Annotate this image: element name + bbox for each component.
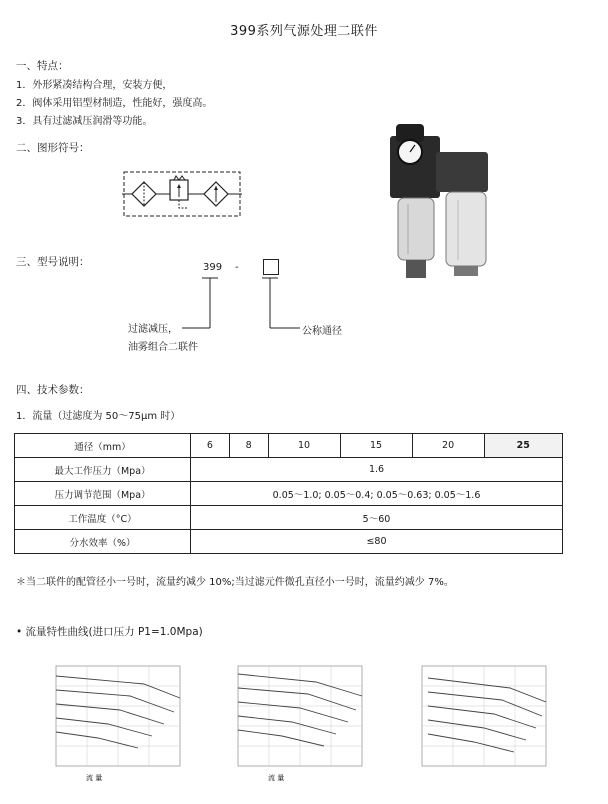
frl-filter-regulator-symbol-icon [122, 166, 242, 222]
table-row [15, 482, 563, 506]
spec-table [14, 433, 563, 554]
row-label: 分水效率（%） [15, 530, 191, 554]
size-cell: 10 [268, 434, 340, 458]
size-cell: 6 [191, 434, 230, 458]
size-cell: 25 [484, 434, 562, 458]
curve-x-caption: 流 量 [86, 774, 103, 782]
flow-curve-chart-icon [216, 662, 366, 786]
features-heading: 一、特点： [16, 60, 69, 72]
tech-subheading: 1．流量（过滤度为 50～75μm 时） [16, 411, 181, 422]
feature-item-3: 3．具有过滤减压润滑等功能。 [16, 116, 153, 127]
row-label: 最大工作压力（Mpa） [15, 458, 191, 482]
product-photo-icon [384, 118, 494, 288]
footnote: ＊当二联件的配管径小一号时，流量约减少 10%;当过滤元件微孔直径小一号时，流量约减少 7%。 [16, 577, 454, 588]
tech-heading: 四、技术参数： [16, 384, 90, 396]
row-value: 0.05～1.0; 0.05～0.4; 0.05～0.63; 0.05～1.6 [191, 482, 563, 506]
feature-item-2: 2．阀体采用铝型材制造，性能好，强度高。 [16, 98, 213, 109]
size-cell: 20 [412, 434, 484, 458]
table-row [15, 530, 563, 554]
curve-x-caption: 流 量 [268, 774, 285, 782]
row-label: 工作温度（°C） [15, 506, 191, 530]
size-cell: 8 [229, 434, 268, 458]
flow-curve-chart-icon [400, 662, 550, 786]
flow-curve-chart-icon [34, 662, 184, 786]
table-row [15, 458, 563, 482]
model-label-left-1: 过滤减压， [128, 324, 178, 335]
model-heading: 三、型号说明： [16, 256, 90, 268]
model-label-left-2: 油雾组合二联件 [128, 342, 198, 353]
model-code-prefix: 399 [203, 262, 223, 273]
curve-heading: • 流量特性曲线(进口压力 P1=1.0Mpa) [16, 626, 203, 638]
feature-item-1: 1．外形紧凑结构合理，安装方便， [16, 80, 173, 91]
table-header-label: 通径（mm） [15, 434, 191, 458]
model-label-right: 公称通径 [302, 326, 342, 337]
table-row [15, 506, 563, 530]
row-label: 压力调节范围（Mpa） [15, 482, 191, 506]
table-row [15, 434, 563, 458]
row-value: 5～60 [191, 506, 563, 530]
page-title: 399系列气源处理二联件 [230, 24, 378, 39]
row-value: ≤80 [191, 530, 563, 554]
model-code-dash: - [235, 262, 239, 273]
row-value: 1.6 [191, 458, 563, 482]
size-cell: 15 [340, 434, 412, 458]
symbol-heading: 二、图形符号： [16, 142, 90, 154]
